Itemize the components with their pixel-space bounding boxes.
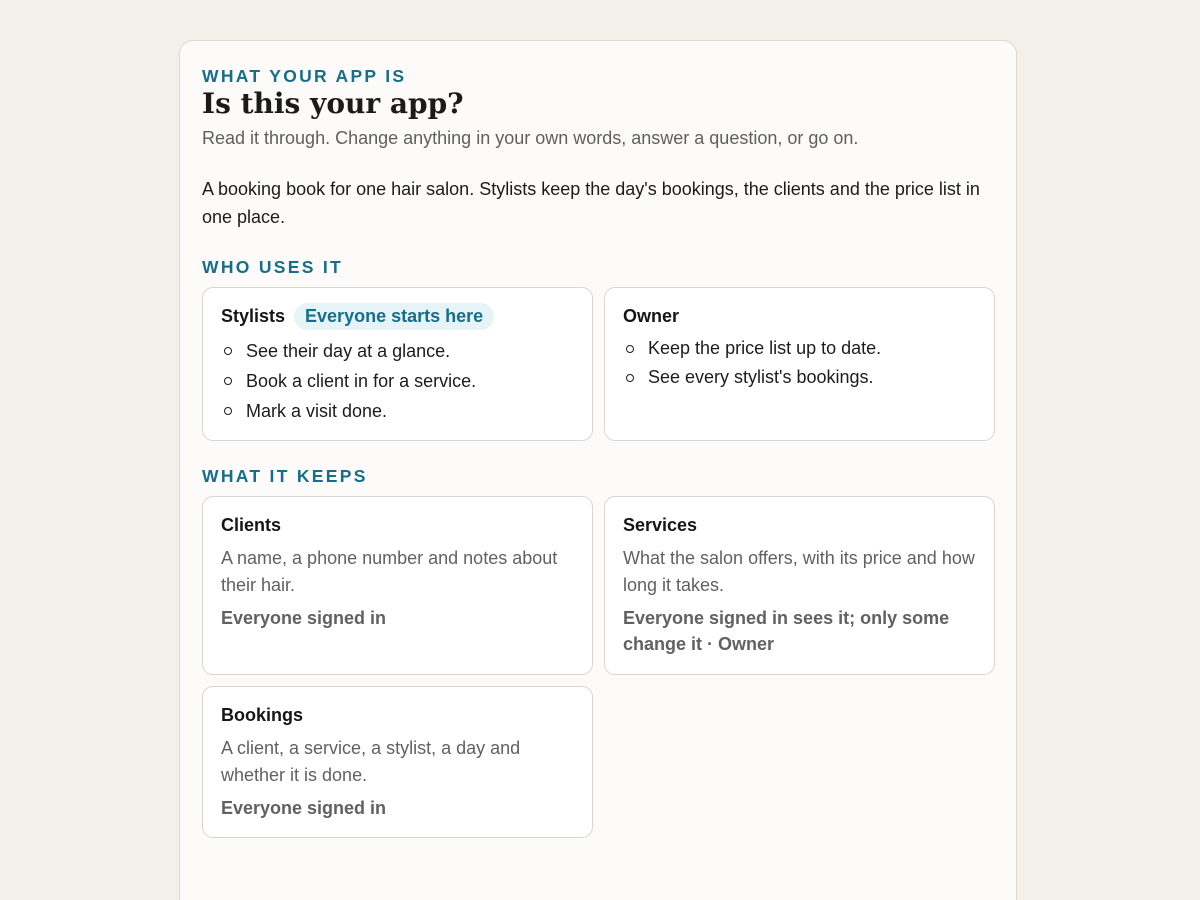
role-task	[221, 396, 574, 426]
app-description[interactable]: A booking book for one hair salon. Stylists keep the day's bookings, the clients and the price list in one place.	[202, 179, 980, 227]
role-task-text: See their day at a glance.	[246, 341, 451, 361]
data-card-services[interactable]	[604, 496, 995, 675]
role-task-list	[221, 336, 574, 426]
role-task-text: Mark a visit done.	[246, 401, 388, 421]
data-card-access: Everyone signed in	[221, 608, 387, 628]
data-card-description: What the salon offers, with its price and how long it takes.	[623, 548, 975, 595]
bullet-circle-icon	[224, 377, 232, 385]
data-card-description: A client, a service, a stylist, a day and whether it is done.	[221, 738, 521, 785]
bullet-circle-icon	[626, 374, 634, 382]
page-title: Is this your app?	[202, 87, 464, 120]
data-card-bookings[interactable]	[202, 686, 593, 838]
role-name: Owner	[623, 305, 680, 326]
bullet-circle-icon	[224, 347, 232, 355]
who-uses-it-heading: WHO USES IT	[202, 257, 343, 277]
data-card-description: A name, a phone number and notes about their hair.	[221, 548, 558, 595]
role-card-stylists[interactable]	[202, 287, 593, 441]
app-summary-panel	[179, 40, 1017, 900]
section-eyebrow: WHAT YOUR APP IS	[202, 66, 407, 86]
bullet-circle-icon	[626, 345, 634, 353]
role-task	[221, 336, 574, 366]
data-card-title: Services	[623, 514, 698, 535]
starting-role-badge: Everyone starts here	[294, 303, 494, 330]
what-it-keeps-heading: WHAT IT KEEPS	[202, 466, 368, 486]
role-name: Stylists	[221, 305, 286, 326]
data-card-title: Clients	[221, 514, 282, 535]
data-card-clients[interactable]	[202, 496, 593, 675]
role-task-list	[623, 334, 976, 392]
data-card-access: Everyone signed in	[221, 798, 387, 818]
role-card-owner[interactable]	[604, 287, 995, 441]
role-task	[221, 366, 574, 396]
data-card-title: Bookings	[221, 704, 304, 725]
bullet-circle-icon	[224, 407, 232, 415]
role-task-text: Book a client in for a service.	[246, 371, 477, 391]
role-task-text: See every stylist's bookings.	[648, 367, 874, 387]
role-task-text: Keep the price list up to date.	[648, 338, 882, 358]
role-task	[623, 334, 976, 363]
page-subtitle: Read it through. Change anything in your own words, answer a question, or go on.	[202, 128, 859, 148]
data-card-access: Everyone signed in sees it; only some change it · Owner	[623, 608, 950, 654]
role-task	[623, 363, 976, 392]
